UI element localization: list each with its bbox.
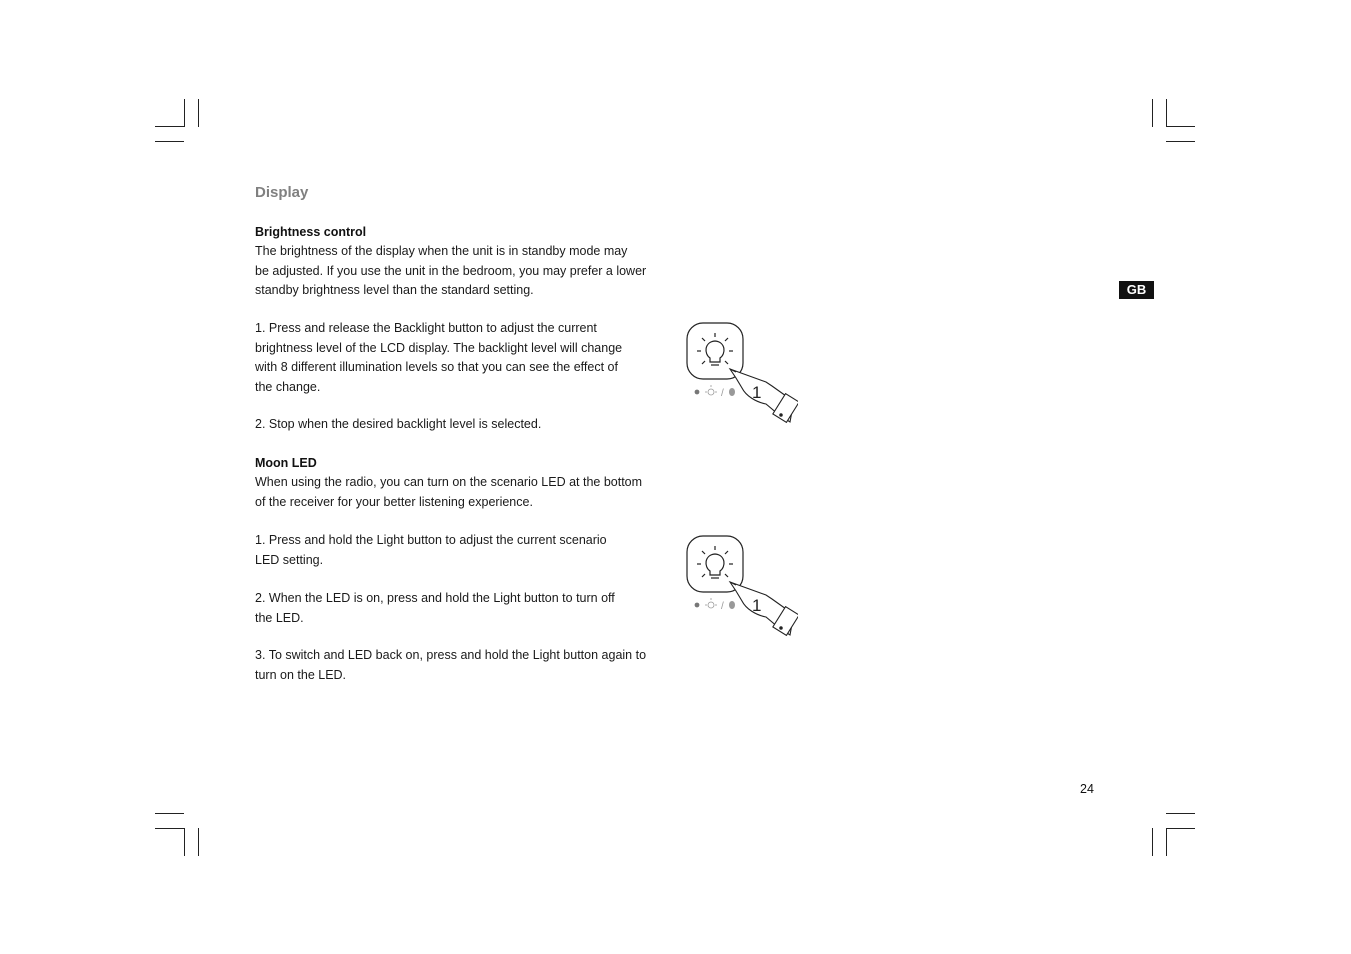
moon-led-step-2: 2. When the LED is on, press and hold the Light button to turn off the LED. — [255, 591, 615, 625]
language-tab: GB — [1119, 281, 1154, 299]
brightness-heading: Brightness control — [255, 225, 367, 239]
brightness-intro: The brightness of the display when the unit is in standby mode may be adjusted. If you use the unit in the bedroom, you may prefer a lower standby brightness level than the standard setting. — [255, 244, 647, 297]
pointing-hand-icon — [730, 582, 798, 635]
pointing-hand-icon — [730, 369, 798, 422]
step-label: 1 — [752, 596, 762, 615]
moon-led-heading: Moon LED — [255, 456, 317, 470]
button-caption-icons — [695, 598, 735, 609]
brightness-step-1: 1. Press and release the Backlight button to adjust the current brightness level of the LCD display. The backlight level will change with 8 different illumination levels so that you can see the effect of the change. — [255, 321, 623, 394]
section-title: Display — [255, 184, 309, 201]
moon-led-step-3: 3. To switch and LED back on, press and hold the Light button again to turn on the LED. — [255, 648, 647, 682]
caption-separator: / — [721, 601, 724, 612]
moon-led-step-1: 1. Press and hold the Light button to adjust the current scenario LED setting. — [255, 533, 607, 567]
page-number: 24 — [1080, 782, 1094, 796]
light-button-illustration — [686, 535, 798, 639]
caption-separator: / — [721, 388, 724, 399]
backlight-button-illustration — [686, 322, 798, 426]
brightness-step-2: 2. Stop when the desired backlight level is selected. — [255, 417, 542, 431]
moon-led-intro: When using the radio, you can turn on the scenario LED at the bottom of the receiver for your better listening experience. — [255, 475, 643, 509]
button-caption-icons — [695, 385, 735, 396]
step-label: 1 — [752, 383, 762, 402]
